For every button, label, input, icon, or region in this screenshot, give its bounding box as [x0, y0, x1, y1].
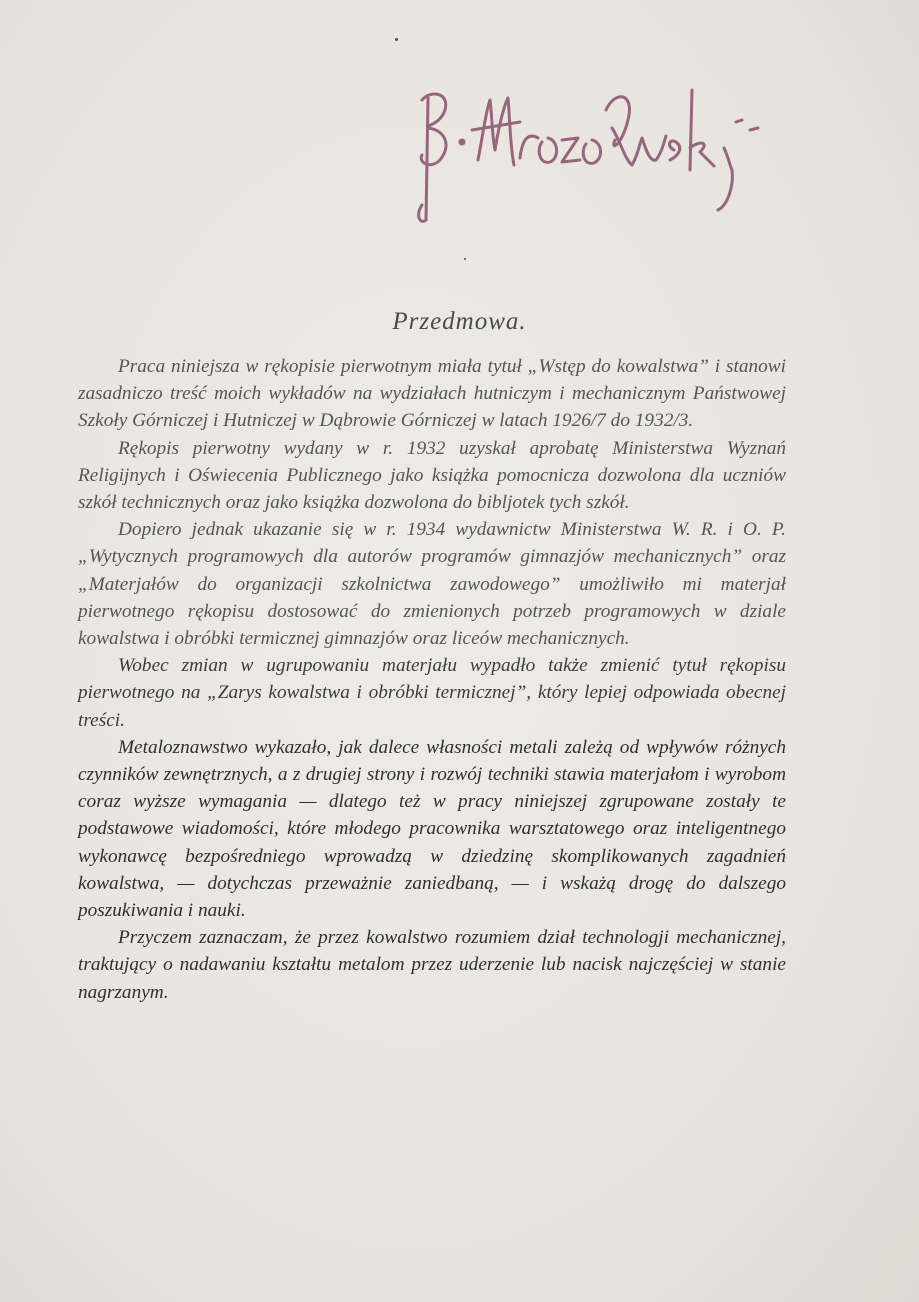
handwritten-signature	[400, 70, 800, 230]
paragraph: Rękopis pierwotny wydany w r. 1932 uzyskał aprobatę Ministerstwa Wyznań Religijnych i Oświecenia Publicznego jako książka pomocnicza dozwolona dla uczniów szkół technicznych oraz jako książka dozwolona do bibljotek tych szkół.	[78, 437, 786, 514]
page-title: Przedmowa.	[392, 308, 527, 335]
paragraph: Wobec zmian w ugrupowaniu materjału wypadło także zmienić tytuł rękopisu pierwotnego na „Zarys kowalstwa i obróbki termicznej”, który lepiej odpowiada obecnej treści.	[78, 655, 786, 731]
signature-drawing	[400, 70, 800, 230]
preface-body	[78, 353, 786, 1006]
paragraph: Przyczem zaznaczam, że przez kowalstwo rozumiem dział technologji mechanicznej, traktujący o nadawaniu kształtu metalom przez uderzenie lub nacisk najczęściej w stanie nagrzanym.	[78, 927, 786, 1003]
paragraph: Dopiero jednak ukazanie się w r. 1934 wydawnictw Ministerstwa W. R. i O. P. „Wytycznych programowych dla autorów programów gimnazjów mechanicznych” oraz „Materjałów do organizacji szkolnictwa zawodowego” umożliwiło mi materjał pierwotnego rękopisu dostosować do zmienionych potrzeb programowych w dziale kowalstwa i obróbki termicznej gimnazjów oraz liceów mechanicznych.	[78, 519, 786, 650]
paragraph: Praca niniejsza w rękopisie pierwotnym miała tytuł „Wstęp do kowalstwa” i stanowi zasadniczo treść moich wykładów na wydziałach hutniczym i mechanicznym Państwowej Szkoły Górniczej i Hutniczej w Dąbrowie Górniczej w latach 1926/7 do 1932/3.	[78, 356, 786, 432]
paragraph: Metaloznawstwo wykazało, jak dalece własności metali zależą od wpływów różnych czynników zewnętrznych, a z drugiej strony i rozwój techniki stawia materjałom i wyrobom coraz wyższe wymagania — dlatego też w pracy niniejszej zgrupowane zostały te podstawowe wiadomości, które młodego pracownika warsztatowego oraz inteligentnego wykonawcę bezpośredniego wprowadzą w dziedzinę skomplikowanych zagadnień kowalstwa, — dotychczas przeważnie zaniedbaną, — i wskażą drogę do dalszego poszukiwania i nauki.	[78, 736, 786, 922]
speck	[464, 258, 466, 260]
speck	[395, 38, 398, 41]
